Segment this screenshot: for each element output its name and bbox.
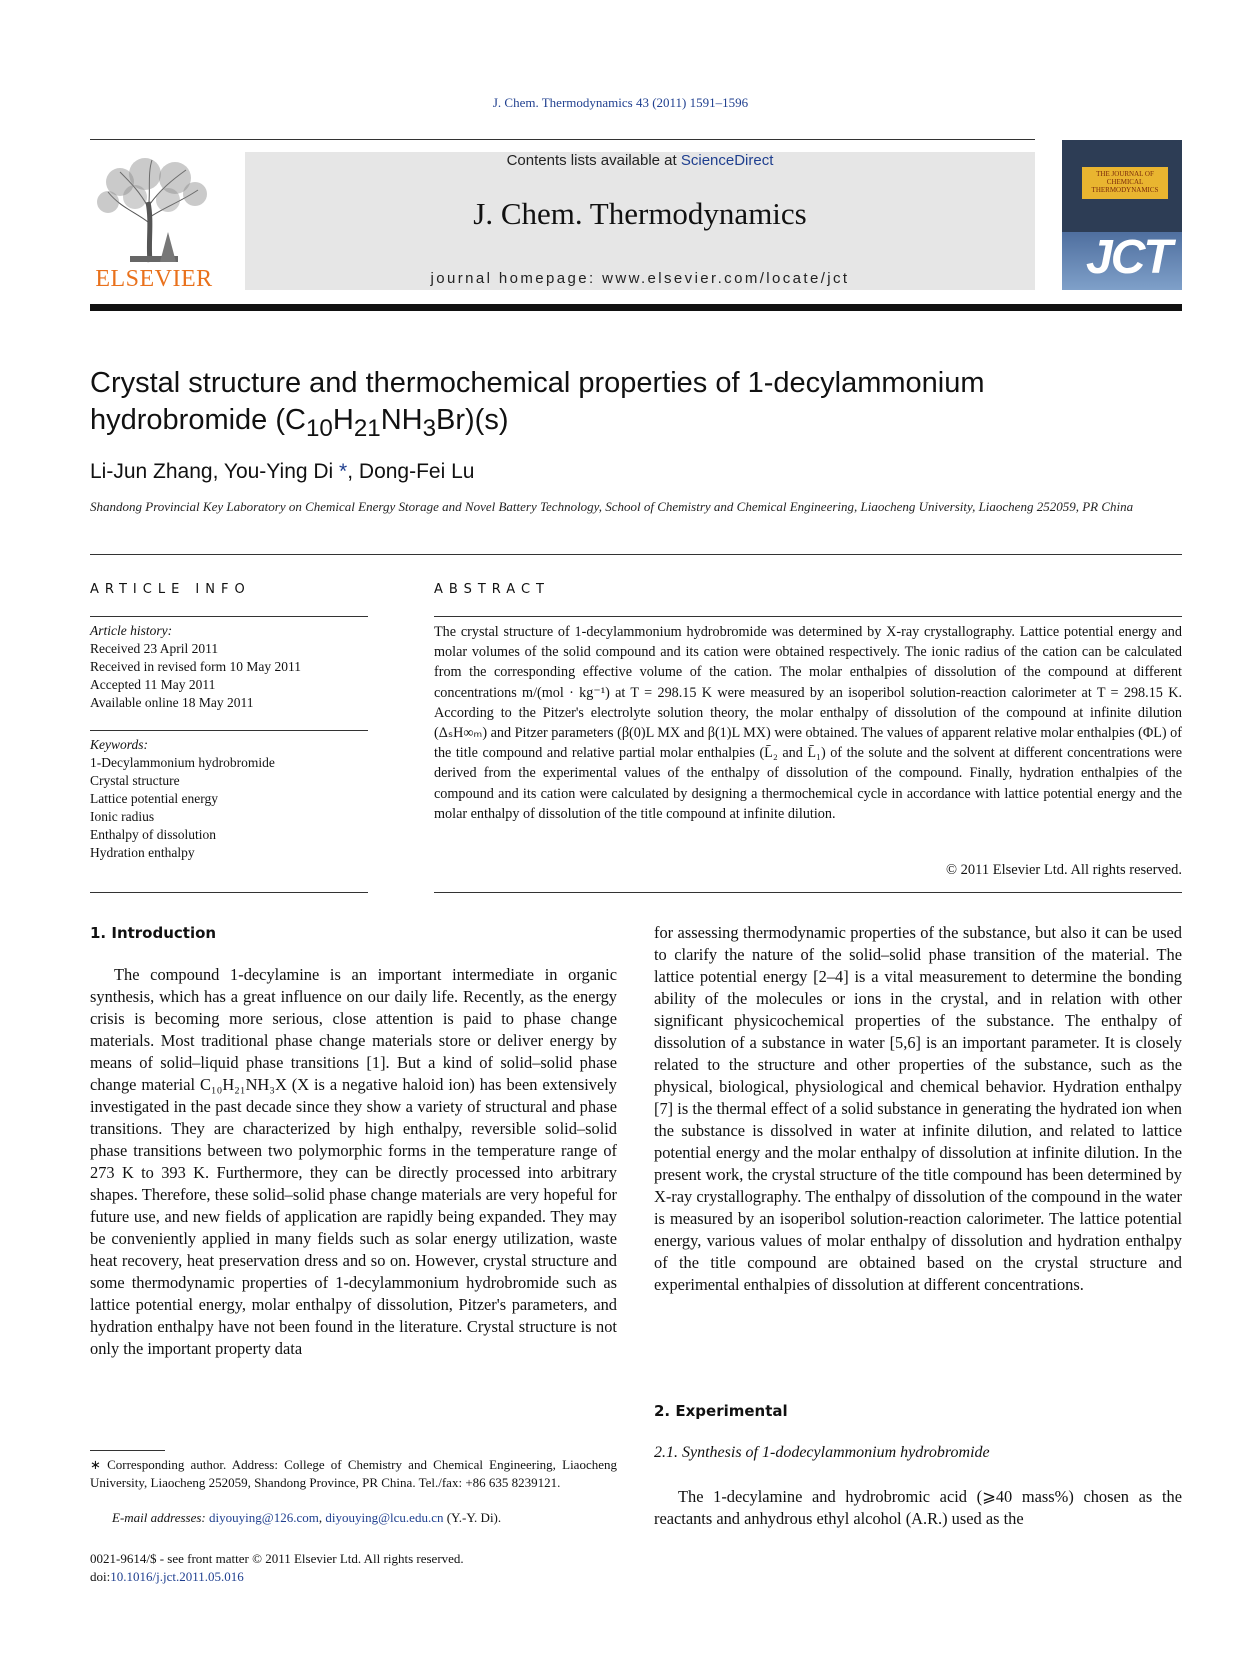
article-history (90, 622, 368, 712)
paragraph: The compound 1-decylamine is an important intermediate in organic synthesis, which has a great influence on our daily life. Recently, as the energy crisis is becoming more serious, close attention is paid to phase change materials. Most traditional phase change materials store or deliver energy by means of solid–liquid phase transitions [1]. But a kind of solid–solid phase change material C₁₀H₂₁NH₃X (X is a negative haloid ion) has been extensively investigated in the past decade since they show a variety of structural and phase transitions. They are characterized by high enthalpy, reversible solid–solid phase transitions between two polymorphic forms in the temperature range of 273 K to 393 K. Furthermore, they can be directly processed into arbitrary shapes. Therefore, these solid–solid phase change materials are very hopeful for future use, and new fields of application are rapidly being expanded. They may be conveniently applied in many fields such as solar energy utilization, waste heat recovery, heat preservation dress and so on. However, crystal structure and some thermodynamic properties of 1-decylammonium hydrobromide such as lattice potential energy, molar enthalpy of dissolution, Pitzer's parameters, and hydration enthalpy have not been found in the literature. Crystal structure is not only the important property data (90, 965, 617, 1358)
paper-title (90, 365, 1090, 447)
email-link[interactable]: diyouying@126.com (209, 1510, 319, 1525)
author-list (90, 460, 474, 484)
doi-line (90, 1568, 464, 1586)
keyword: 1-Decylammonium hydrobromide (90, 755, 275, 770)
journal-citation-link[interactable]: J. Chem. Thermodynamics 43 (2011) 1591–1596 (492, 95, 749, 110)
authors-text: , Dong-Fei Lu (347, 460, 475, 483)
emails-label: E-mail addresses: (112, 1510, 210, 1525)
issn-line: 0021-9614/$ - see front matter © 2011 Elsevier Ltd. All rights reserved. (90, 1551, 464, 1566)
email-addresses (112, 1510, 501, 1526)
section-rule (90, 554, 1182, 555)
abstract-heading: ABSTRACT (434, 582, 550, 597)
affiliation: Shandong Provincial Key Laboratory on Chemical Energy Storage and Novel Battery Technology, School of Chemistry and Chemical Engineering, Liaocheng University, Liaocheng 252059, PR China (90, 499, 1134, 514)
keywords-label: Keywords: (90, 737, 148, 752)
keywords-list (90, 736, 368, 862)
history-item: Accepted 11 May 2011 (90, 677, 216, 692)
keyword: Enthalpy of dissolution (90, 827, 216, 842)
info-rule (90, 730, 368, 731)
info-rule (90, 616, 368, 617)
body-column-right: for assessing thermodynamic properties of the substance, but also it can be used to clarify the nature of the solid–solid phase transition of the material. The lattice potential energy [2–4] is a vital measurement to determine the bonding ability of the molecules or ions in the crystal, and in relation with other significant physicochemical properties of the substance. The enthalpy of dissolution of a substance in water [5,6] is an important parameter. It is closely related to the structure and other properties of the substance, such as the physical, biological, physiological and chemical behavior. Hydration enthalpy [7] is the thermal effect of a solid substance in generating the hydrated ion when the substance is dissolved in water at infinite dilution, and related to lattice potential energy and the molar enthalpy of dissolution at infinite dilution. In the present work, the crystal structure of the title compound has been determined by X-ray crystallography. The enthalpy of dissolution of the compound in the water is measured by an isoperibol solution-reaction calorimeter. The lattice potential energy, various values of molar enthalpy of dissolution and hydration enthalpy of the title compound are obtained based on the crystal structure and experimental enthalpies of dissolution at different concentrations. (654, 923, 1182, 1294)
abstract-copyright: © 2011 Elsevier Ltd. All rights reserved. (946, 862, 1182, 878)
info-rule (90, 892, 368, 893)
email-separator: , (318, 1510, 326, 1525)
title-text: hydrobromide (C (90, 404, 306, 436)
title-subscript: 21 (353, 414, 381, 442)
history-item: Received 23 April 2011 (90, 641, 219, 656)
section-heading-introduction: 1. Introduction (90, 924, 217, 942)
title-line-2 (90, 402, 1090, 447)
email-suffix: (Y.-Y. Di). (443, 1510, 502, 1525)
title-text: H (332, 404, 354, 436)
history-label: Article history: (90, 623, 173, 638)
journal-banner (245, 152, 1035, 290)
keyword: Crystal structure (90, 773, 180, 788)
title-subscript: 3 (422, 414, 437, 442)
title-subscript: 10 (305, 414, 333, 442)
abstract-rule (434, 616, 1182, 617)
journal-cover-image (1062, 140, 1182, 290)
title-text: Br)(s) (436, 404, 509, 436)
title-line-1: Crystal structure and thermochemical properties of 1-decylammonium (90, 367, 985, 399)
contents-line (245, 152, 1035, 169)
section-heading-experimental: 2. Experimental (654, 1402, 788, 1420)
paragraph: The 1-decylamine and hydrobromic acid (⩾40 mass%) chosen as the reactants and anhydrous ethyl alcohol (A.R.) used as the (654, 1487, 1182, 1528)
doi-prefix: doi: (90, 1569, 111, 1584)
elsevier-wordmark: ELSEVIER (95, 266, 213, 292)
header-thick-rule (90, 304, 1182, 311)
corresponding-author-footnote: ∗ Corresponding author. Address: College of Chemistry and Chemical Engineering, Liaocheng University, Liaocheng 252059, Shandong Province, PR China. Tel./fax: +86 635 8239121. (90, 1457, 617, 1490)
abstract-rule (434, 892, 1182, 893)
body-column-right-continued (654, 1486, 1182, 1530)
title-text: NH (380, 404, 423, 436)
header-rule (90, 139, 1035, 140)
journal-name: J. Chem. Thermodynamics (473, 196, 807, 231)
abstract-text: The crystal structure of 1-decylammonium hydrobromide was determined by X-ray crystallography. Lattice potential energy and molar volumes of the solid compound and its cation were obtained respectively. The ionic radius of the cation can be calculated from the corresponding effective volume of the cation. The molar enthalpies of dissolution of the compound at different concentrations m/(mol · kg⁻¹) at T = 298.15 K were measured by an isoperibol solution-reaction calorimeter at T = 298.15 K. According to the Pitzer's electrolyte solution theory, the molar enthalpy of dissolution of the compound at infinite dilution (ΔₛH∞ₘ) and Pitzer parameters (β(0)L MX and β(1)L MX) were obtained. The values of apparent relative molar enthalpies (ΦL) of the title compound and relative partial molar enthalpies (L̄₂ and L̄₁) of the solute and the solvent at different concentrations were derived from the experimental values of the enthalpy of dissolution of the compound. Finally, hydration enthalpies of the compound and its cation were calculated by designing a thermochemical cycle in accordance with lattice potential energy and the molar enthalpy of dissolution of the title compound at infinite dilution. (434, 624, 1182, 822)
history-item: Available online 18 May 2011 (90, 695, 254, 710)
article-info-heading: ARTICLE INFO (90, 582, 251, 597)
journal-homepage-link[interactable]: journal homepage: www.elsevier.com/locate/jct (430, 270, 850, 287)
doi-link[interactable]: 10.1016/j.jct.2011.05.016 (110, 1569, 244, 1584)
footnote-rule (90, 1450, 165, 1451)
cover-jct-logo: JCT (1086, 231, 1171, 284)
subsection-heading-synthesis: 2.1. Synthesis of 1-dodecylammonium hydrobromide (654, 1444, 990, 1461)
body-column-left (90, 964, 617, 1360)
contents-prefix: Contents lists available at (506, 152, 681, 169)
sciencedirect-link[interactable]: ScienceDirect (680, 152, 774, 169)
keyword: Lattice potential energy (90, 791, 218, 806)
keyword: Ionic radius (90, 809, 155, 824)
authors-text: Li-Jun Zhang, You-Ying Di (90, 460, 340, 483)
email-link[interactable]: diyouying@lcu.edu.cn (325, 1510, 444, 1525)
cover-title-box: THE JOURNAL OF CHEMICAL THERMODYNAMICS (1082, 167, 1168, 199)
issn-and-doi (90, 1550, 464, 1586)
history-item: Received in revised form 10 May 2011 (90, 659, 301, 674)
corresponding-author-link[interactable]: * (339, 460, 348, 483)
keyword: Hydration enthalpy (90, 845, 195, 860)
